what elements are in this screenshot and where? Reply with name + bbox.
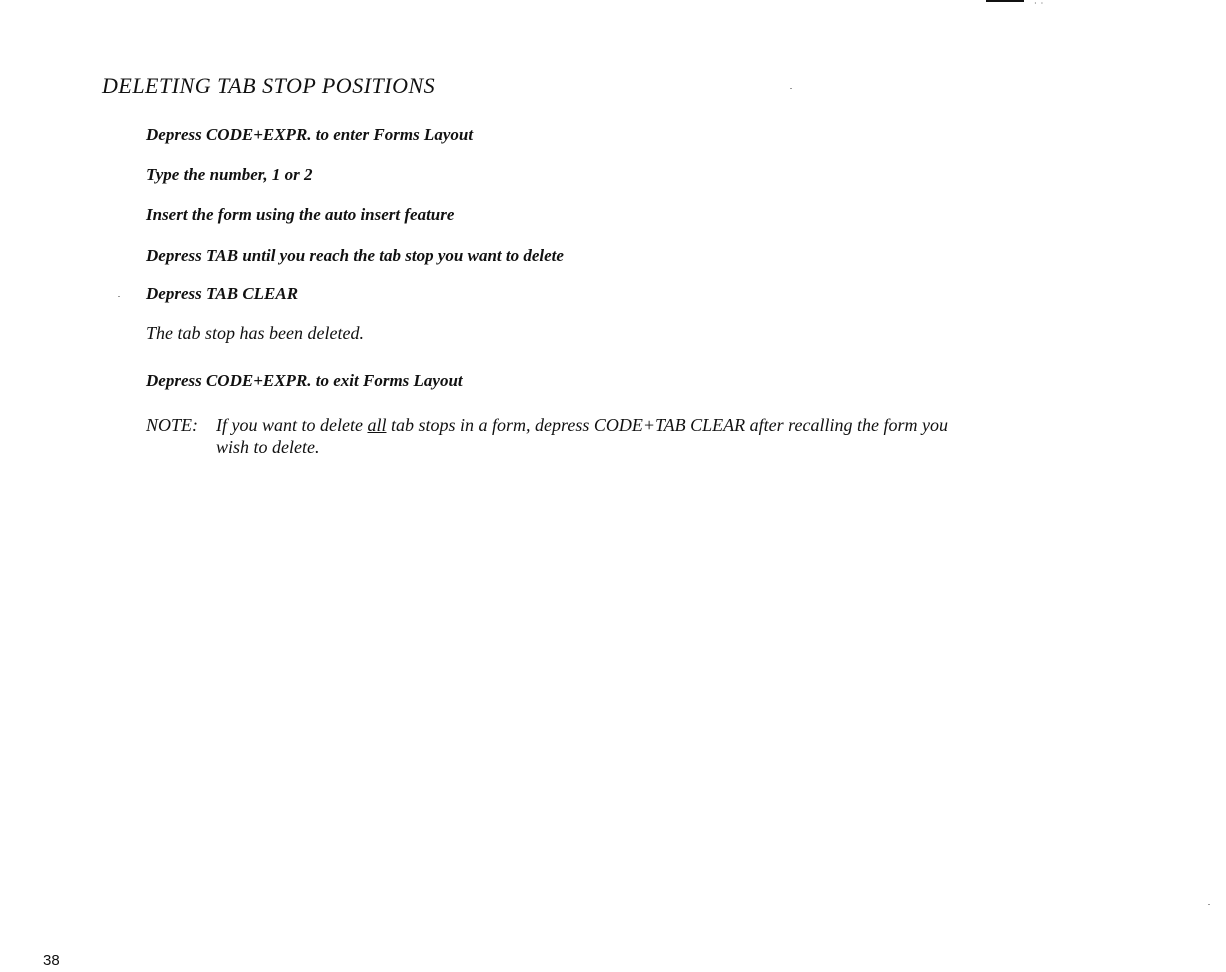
section-heading: DELETING TAB STOP POSITIONS [102,73,436,98]
step-enter-forms-layout: Depress CODE+EXPR. to enter Forms Layout [146,125,474,144]
note-text-after: tab stops in a form, depress CODE+TAB CLEAR after recalling the form you [390,415,948,435]
top-marks: ·· [1034,0,1048,8]
step-exit-forms-layout: Depress CODE+EXPR. to exit Forms Layout [146,371,463,390]
page-number: 38 [43,952,60,969]
step-type-number: Type the number, 1 or 2 [146,165,313,184]
note-label: NOTE: [146,415,199,435]
deletion-result: The tab stop has been deleted. [146,323,364,343]
note-emphasis: all [367,415,387,435]
stray-mark [1208,904,1210,905]
note-first-line [216,414,1106,436]
step-insert-form: Insert the form using the auto insert feature [146,205,455,224]
note-continuation: wish to delete. [216,437,320,457]
stray-mark [790,88,792,89]
top-rule [986,0,1024,2]
step-tab-clear: Depress TAB CLEAR [146,284,299,303]
step-move-to-tab-stop: Depress TAB until you reach the tab stop you want to delete [146,246,564,265]
note-text-before: If you want to delete [216,415,363,435]
stray-mark [118,296,120,297]
note-body [216,414,1106,458]
note-paragraph [146,414,1111,458]
